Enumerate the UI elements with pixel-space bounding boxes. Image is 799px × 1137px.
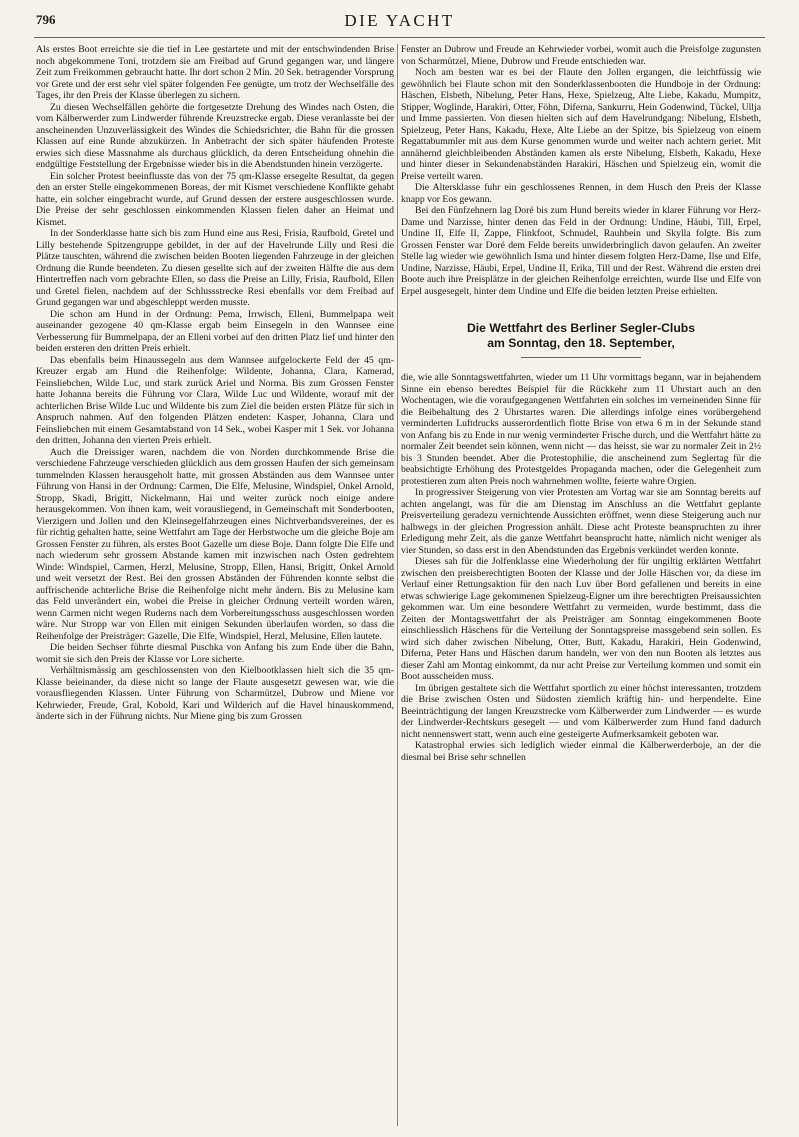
article-paragraph: die, wie alle Sonntagswettfahrten, wieder um 11 Uhr vormittags begann, war in bejahendem Sinne ein ebenso beredtes Beispiel für die Rückkehr zum 11 Uhrstart auch an den Wochentagen, wie die voraufgegangenen Wettfahrten ein solches im verneinenden Sinne für die Beibehaltung des 2 Uhrstartes waren. Die allerdings infolge eines vorübergehend verminderten Luftdrucks ausserordentlich flotte Brise von etwa 6 m in der Sekunde stand von Anfang bis zu Ende in nur wenig verminderter Frische durch, und die Wettfahrt hätte zu normaler Zeit beendet sein können, wenn nicht — das heisst, sie war zu normaler Zeit in 2½ bis 3 Stunden beendet. Aber die Protestophilie, die anscheinend zum Seglertag für die beabsichtigte Erhöhung des Protestgeldes Propaganda machen, oder die Gelegenheit zum protestieren zum alten Preis noch wahrnehmen wollte, feierte wahre Orgien. [401,372,761,487]
paragraph: Die schon am Hund in der Ordnung: Pema, Irrwisch, Elleni, Bummelpapa weit auseinander gezogene 40 qm-Klasse ergab beim Einsegeln in den Wannsee eine Verbesserung für Bummelpapa, der an Elleni vorbei auf den dritten Platz lief und hinter den beiden ersteren den dritten Preis erhielt. [36,308,394,354]
article-paragraph: Dieses sah für die Jolfenklasse eine Wiederholung der für ungiltig erklärten Wettfahrt zwischen den preisberechtigten Booten der Klasse und der Jolle Häschen vor, da diese im Verlauf einer Rettungsaktion für den nach Luv über Bord gefallenen und bereits in eine etwas schwierige Lage gekommenen Spielzeug-Eigner um ihre berechtigten Preisaussichten gekommen war. Um eine besondere Wettfahrt zu vermeiden, wurde bestimmt, dass die Zeiten der Montagswettfahrt der als Preisträger am Sonntag eingekommenen Boote einschliesslich Häschens für die Verteilung der Sonntagspreise massgebend sein sollen. Es wird sich daher zwischen Nibelung, Otter, Butt, Kakadu, Harakiri, Hein Godenwind, Diferna, Peter Hans und Häschen darum handeln, wer von den nun Booten als letztes aus dieser Zahl am Montag einkommt, da nur acht Preise zur Verteilung kommen und somit ein Boot ausscheiden muss. [401,556,761,682]
paragraph: Noch am besten war es bei der Flaute den Jollen ergangen, die leichtfüssig wie gewöhnlich bei Flaute schon mit den Sonderklassenbooten die Hundboje in der Ordnung: Häschen, Elsbeth, Nibelung, Peter Hans, Hexe, Spielzeug, Alte Liebe, Kakadu, Mumpitz, Stipper, Woglinde, Harakiri, Otter, Föhn, Diferna, Sankurru, Hein Godenwind, Tückel, Ullja und Imme passierten. Von diesen hielten sich auf dem Havelrundgang: Nibelung, Elsbeth, Spielzeug, Peter Hans, Kakadu, Hexe, Alte Liebe an der Spitze, bis Spielzeug von einem Regattabummler mit aus dem Kurse genommen wurde und weiter nach achtern geriet. Mit annähernd gleichbleibenden Abständen kamen als erste Nibelung, Elsbeth, Kakadu, Hexe und hinter dieser in Sekundenabständen Harakiri, Häschen und Spielzeug ein, womit die Preise verteilt waren. [401,67,761,182]
article-heading [401,321,761,358]
article-paragraph: Katastrophal erwies sich lediglich wieder einmal die Kälberwerderboje, an der die diesmal bei Brise sehr schnellen [401,740,761,763]
right-column [401,44,761,1129]
paragraph: Verhältnismässig am geschlossensten von den Kielbootklassen hielt sich die 35 qm-Klasse beieinander, da diese nicht so lange der Flaute ausgesetzt gewesen war, wie die vorausfliegenden Klassen. Unter Führung von Scharmützel, Dubrow und Miene vor Kehrwieder, Freude, Gral, Kobold, Kari und Wilderich auf die Havel hinauskommend, änderte sich in der Führung nichts. Nur Miene ging bis zum Grossen [36,665,394,722]
heading-rule [521,357,641,358]
paragraph: Auch die Dreissiger waren, nachdem die von Norden durchkommende Brise die verschiedene Fahrzeuge verschieden glücklich aus dem grossen Haufen der sich gemeinsam tummelnden Klassen herausgeholt hatte, mit grossen Abständen aus dem Wannsee unter Führung von Hansi in der Ordnung: Carmen, Die Elfe, Melusine, Windspiel, Onkel Arnold, Stropp, Skadi, Brigitt, Nickelmann, Hai und weiter zurück noch einige andere herausgekommen. Von ihnen kam, weit vorausliegend, in Gemeinschaft mit Sonderbooten, Vierzigern und Jollen und den Kleinsegelfahrzeugen eines Nichtverbandsvereines, der es für richtig gehalten hatte, seine Wettfahrt am Tage der Herbstwoche um die gleiche Boje am Grossen Fenster zu führen, als erstes Boot Gazelle um diese Boje. Dann folgte Die Elfe und nach wiederum sehr grossem Abstande kamen mit inzwischen nach Osten gedrehtem Winde: Windspiel, Carmen, Herzl, Melusine, Stropp, Ellen, Hansi, Brigitt, Onkel Arnold und weit versetzt der Rest. Bei den grossen Abständen der Führenden konnte selbst die auffrischende achterliche Brise die Reihenfolge nicht mehr ändern. Bis zu Melusine kam das Feld unverändert ein, wobei die Preise in gleicher Ordnung verteilt worden wären, wenn Carmen nicht wegen Ruderns nach dem Vorbereitungsschuss ausgeschlossen worden wäre. Nur Stropp war von Ellen mit einigen Sekunden überlaufen worden, so dass die Reihenfolge der Preisträger: Gazelle, Die Elfe, Windspiel, Herzl, Melusine, Ellen lautete. [36,446,394,642]
paragraph: Als erstes Boot erreichte sie die tief in Lee gestartete und mit der entschwindenden Brise noch abgekommene Toni, trotzdem sie am Freibad auf Grund gegangen war, und längere Zeit zum Freikommen gebraucht hatte. Ihr dort schon 2 Min. 20 Sek. betragender Vorsprung vor Grete und der erst sehr viel später folgenden Fee genügte, um trotz der Wechselfälle des Tages, ihr den Preis der Klasse überlegen zu sichern. [36,44,394,101]
paragraph: Bei den Fünfzehnern lag Doré bis zum Hund bereits wieder in klarer Führung vor Herz-Dame und Narzisse, hinter denen das Feld in der Ordnung: Undine, Häubi, Till, Erpel, Undine II, Elfe II, Zappe, Flinkfoot, Schnudel, Rauhbein und Skylla folgte. Bis zum Grossen Fenster war Doré dem Felde bereits unwiderbringlich davon gelaufen. An zweiter Stelle lag wieder wie gewöhnlich Isma und hinter diesem folgten Herz-Dame, Ilse und Elfe, Undine, Narzisse, Häubi, Erpel, Undine II, Erika, Till und der Rest. Während die ersten drei Boote auch ihre Preisplätze in der gleichen Reihenfolge erreichten, wurde Ilse und Elfe von Erpel ausgesegelt, hinter dem Undine und Elfe die beiden letzten Preise erhielten. [401,205,761,297]
article-heading-line-1: Die Wettfahrt des Berliner Segler-Clubs [466,321,695,335]
running-head: DIE YACHT [344,11,455,30]
paragraph: Zu diesen Wechselfällen gehörte die fortgesetzte Drehung des Windes nach Osten, die vom Kälberwerder zum Lindwerder führende Kreuzstrecke ergab. Diese veranlasste bei der anscheinenden Unzuverlässigkeit des Windes die Schiedsrichter, die Bahn für die grossen Klassen auf eine Runde abzukürzen. In Anbetracht der sich später häufenden Proteste erwies sich diese Massnahme als durchaus glücklich, da deren Entscheidung ohnehin die endgültige Feststellung der Ergebnisse wieder bis in die Abendstunden hinein verzögerte. [36,101,394,170]
paragraph: Fenster an Dubrow und Freude an Kehrwieder vorbei, womit auch die Preisfolge zugunsten von Scharmützel, Miene, Dubrow und Freude entschieden war. [401,44,761,67]
article-paragraph: Im übrigen gestaltete sich die Wettfahrt sportlich zu einer höchst interessanten, trotzdem die Brise zwischen Osten und Südosten ziemlich kräftig hin- und herpendelte. Eine Beeinträchtigung der langen Kreuzstrecke vom Kälberwerder zum Lindwerder — es wurde der Lindwerder-Rechtskurs gesegelt — und vom Kälberwerder zum Hund fand dadurch nicht nennenswert statt, wenn auch eine gesteigerte Aufmerksamkeit geboten war. [401,682,761,740]
paragraph: Die beiden Sechser führte diesmal Puschka von Anfang bis zum Ende über die Bahn, womit sie sich den Preis der Klasse vor Lore sicherte. [36,642,394,665]
header-rule [34,37,765,38]
paragraph: Die Altersklasse fuhr ein geschlossenes Rennen, in dem Husch den Preis der Klasse knapp vor Eos gewann. [401,182,761,205]
column-divider [397,44,398,1126]
article-paragraph: In progressiver Steigerung von vier Protesten am Vortag war sie am Sonntag bereits auf achten angelangt, was für die am Dienstag im Anschluss an die Wettfahrt geplante Preisverteilung geradezu vernichtende Aussichten eröffnet, wenn diese Steigerung auch nur halbwegs in der gleichen Progression anhält. Diese acht Proteste beanspruchten zu ihrer Erledigung mehr Zeit, als die ganze Wettfahrt beansprucht hatte, nämlich nicht weniger als vier Stunden, so dass erst in den Abendstunden das Ergebnis verkündet werden konnte. [401,487,761,556]
page-number: 796 [36,12,56,27]
left-column [36,44,394,1129]
paragraph: Das ebenfalls beim Hinaussegeln aus dem Wannsee aufgelockerte Feld der 45 qm-Kreuzer ergab am Hund die Reihenfolge: Wildente, Johanna, Clara, Kamerad, Feinsliebchen, Wilde Luc, und stark zurück Ariel und Norma. Bis zum Grossen Fenster hatte Johanna bereits die Führung vor Clara, Wilde Luc und Wildente, worauf mit der achterlichen Brise Wilde Luc und Wildente bis zum Ziel die beiden ersten Plätze für sich in Anspruch nahmen. Auf den folgenden Plätzen endeten: Kasper, Johanna, Clara und Feinsliebchen mit einem Gesamtabstand von 14 Sek., wobei Kasper mit 1 Sek. vor Johanna den dritten, Johanna den vierten Preis erhielt. [36,354,394,446]
article-heading-line-2: am Sonntag, den 18. September, [487,336,675,350]
paragraph: In der Sonderklasse hatte sich bis zum Hund eine aus Resi, Frisia, Raufbold, Gretel und Lilly bestehende Spitzengruppe gebildet, in der auf der Havelrunde Lilly und Resi die Plätze tauschten, während die zwischen beiden Booten liegenden Fahrzeuge in der gleichen Ordnung die Runde beendeten. Zu diesen gesellte sich auf der zweiten Hälfte die aus dem Hintertreffen nach vorn gebrachte Ellen, so dass die Preise an Lilly, Frisia, Raufbold, Ellen und Gretel fielen, nachdem auf der Schlussstrecke Resi ebenfalls vor dem Freibad auf Grund gegangen war und abgeschleppt werden musste. [36,228,394,308]
paragraph: Ein solcher Protest beeinflusste das von der 75 qm-Klasse ersegelte Resultat, da gegen den an erster Stelle eingekommenen Boreas, der mit Kismet verschiedene Konflikte gehabt hatte, ein solcher eingebracht wurde, auf Grund dessen der erstere ausgeschlossen wurde. Die Preise der sehr geschlossen einkommenden Klassen fielen daher an Heimat und Kismet. [36,170,394,228]
